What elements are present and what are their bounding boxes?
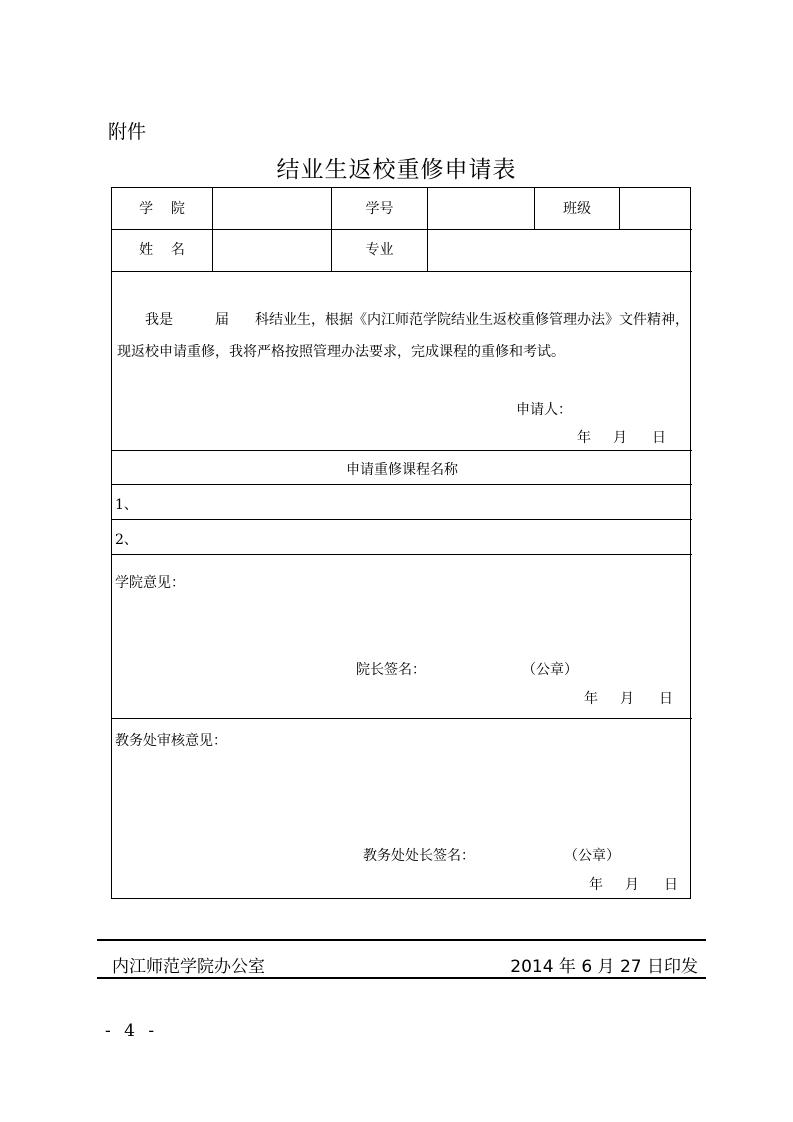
name-field[interactable] — [213, 230, 331, 271]
statement-cohort: 届 — [215, 312, 229, 328]
row-divider — [112, 484, 692, 485]
form-title: 结业生返校重修申请表 — [276, 157, 517, 183]
college-seal: （公章） — [522, 662, 578, 678]
row-divider — [112, 271, 692, 272]
academic-affairs-opinion-label: 教务处审核意见： — [115, 733, 227, 749]
footer-bottom-rule — [97, 977, 706, 979]
student-id-field[interactable] — [428, 188, 534, 229]
applicant-date-day: 日 — [652, 430, 666, 446]
application-form-table — [111, 187, 691, 899]
applicant-date-month: 月 — [613, 430, 627, 446]
row-divider — [112, 718, 692, 719]
academic-affairs-seal: （公章） — [564, 848, 620, 864]
name-label: 姓 名 — [139, 242, 185, 258]
college-date-month: 月 — [620, 691, 634, 707]
row-divider — [112, 519, 692, 520]
major-label: 专业 — [365, 242, 394, 258]
college-field[interactable] — [213, 188, 331, 229]
applicant-date-year: 年 — [577, 430, 591, 446]
college-date-day: 日 — [659, 691, 673, 707]
college-opinion-label: 学院意见： — [115, 575, 185, 591]
applicant-label: 申请人： — [516, 402, 572, 418]
academic-affairs-date-year: 年 — [589, 877, 603, 893]
footer-issue-date: 2014 年 6 月 27 日印发 — [510, 957, 698, 977]
page-number: - 4 - — [105, 1021, 159, 1041]
dean-signature-label: 院长签名： — [356, 662, 426, 678]
row-divider — [112, 450, 692, 451]
class-label: 班级 — [563, 201, 591, 217]
academic-affairs-date-day: 日 — [664, 877, 678, 893]
college-date-year: 年 — [584, 691, 598, 707]
academic-affairs-date-month: 月 — [625, 877, 639, 893]
statement-i-am: 我是 — [145, 312, 173, 328]
row-divider — [112, 554, 692, 555]
statement-line-2: 现返校申请重修，我将严格按照管理办法要求，完成课程的重修和考试。 — [117, 344, 565, 360]
course-item-2[interactable]: 2、 — [115, 532, 138, 548]
college-label: 学 院 — [139, 201, 185, 217]
student-id-label: 学号 — [365, 201, 394, 217]
course-item-1[interactable]: 1、 — [115, 497, 138, 513]
director-signature-label: 教务处处长签名： — [363, 848, 475, 864]
footer-issuer: 内江师范学院办公室 — [112, 957, 265, 977]
courses-header: 申请重修课程名称 — [346, 462, 458, 478]
attachment-label: 附件 — [108, 121, 147, 143]
major-field[interactable] — [428, 230, 691, 271]
statement-text: 科结业生，根据《内江师范学院结业生返校重修管理办法》文件精神， — [255, 312, 689, 328]
class-field[interactable] — [620, 188, 692, 229]
footer-top-rule — [97, 939, 706, 941]
